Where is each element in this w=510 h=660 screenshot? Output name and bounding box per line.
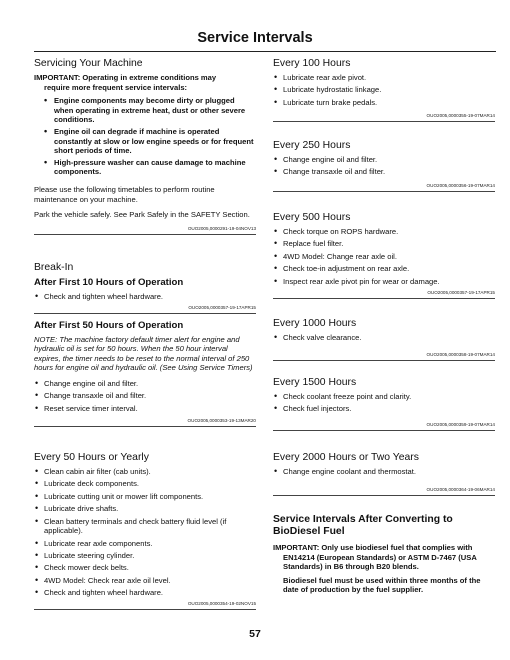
section-divider (273, 298, 495, 299)
list-item: • Check torque on ROPS hardware. (273, 227, 495, 237)
list-item: • Lubricate drive shafts. (34, 504, 256, 514)
first10-heading: After First 10 Hours of Operation (34, 277, 184, 288)
every2000-list (273, 467, 495, 477)
every500-section (273, 212, 495, 299)
servicing-important-line1: IMPORTANT: Operating in extreme conditions may (34, 73, 217, 82)
every1500-list (273, 392, 495, 414)
every1000-list (273, 333, 495, 343)
reference-code: OUO2005,0000356-19-07MAR14 (426, 182, 495, 188)
list-item: • Clean cabin air filter (cab units). (34, 467, 256, 477)
reference-code: OUO2005,0000353-19-13MAR20 (187, 418, 256, 424)
every2000-section (273, 452, 495, 496)
every100-section (273, 58, 495, 122)
biodiesel-heading-line1: Service Intervals After Converting to (273, 514, 453, 525)
section-divider (34, 234, 256, 235)
reference-code: OUO2005,0000358-19-07MAR14 (426, 351, 495, 357)
list-item: • Change engine coolant and thermostat. (273, 467, 495, 477)
list-item: • High-pressure washer can cause damage to machine components. (34, 158, 256, 177)
biodiesel-important: IMPORTANT: Only use biodiesel fuel that complies with EN14214 (European Standards) or ASTM D-7467 (USA Standards) in B6 through B20 blends. (273, 543, 477, 572)
servicing-important-line2: require more frequent service intervals: (44, 82, 188, 92)
list-item: • Check mower deck belts. (34, 563, 256, 573)
every1000-section (273, 318, 495, 361)
reference-code: OUO2005,0000364-19-06MAR14 (426, 486, 495, 492)
list-item: • 4WD Model: Check rear axle oil level. (34, 576, 256, 586)
list-item: • Lubricate rear axle pivot. (273, 73, 495, 83)
list-item: • Check fuel injectors. (273, 404, 495, 414)
section-divider (273, 121, 495, 122)
section-divider (273, 495, 495, 496)
section-divider (273, 360, 495, 361)
breakin-section (34, 262, 256, 427)
list-item: • Replace fuel filter. (273, 239, 495, 249)
list-item: • Lubricate steering cylinder. (34, 551, 256, 561)
list-item: • Change engine oil and filter. (34, 379, 256, 389)
list-item: • Check valve clearance. (273, 333, 495, 343)
list-item: • Clean battery terminals and check battery fluid level (if applicable). (34, 517, 256, 536)
biodiesel-heading-line2: BioDiesel Fuel (273, 526, 345, 537)
first50-heading: After First 50 Hours of Operation (34, 319, 184, 331)
every250-list (273, 155, 495, 177)
every100-heading: Every 100 Hours (273, 58, 351, 69)
section-divider (273, 191, 495, 192)
section-divider (34, 313, 256, 314)
reference-code: OUO2005,0000357-19-17APR15 (427, 290, 495, 296)
list-item: • Engine oil can degrade if machine is operated constantly at slow or low engine speeds or for frequent short periods of time. (34, 127, 256, 156)
list-item: • Change engine oil and filter. (273, 155, 495, 165)
list-item: • Lubricate cutting unit or mower lift components. (34, 492, 256, 502)
first50-list (34, 379, 256, 413)
list-item: • Change transaxle oil and filter. (34, 391, 256, 401)
servicing-paragraph-2: Park the vehicle safely. See Park Safely in the SAFETY Section. (34, 210, 250, 220)
servicing-section (34, 58, 256, 235)
section-divider (273, 430, 495, 431)
list-item: • Reset service timer interval. (34, 404, 256, 414)
every500-heading: Every 500 Hours (273, 212, 351, 223)
list-item: • Lubricate turn brake pedals. (273, 98, 495, 108)
every2000-heading: Every 2000 Hours or Two Years (273, 452, 419, 463)
list-item: • Change transaxle oil and filter. (273, 167, 495, 177)
every250-heading: Every 250 Hours (273, 140, 351, 151)
servicing-paragraph-1: Please use the following timetables to perform routine maintenance on your machine. (34, 184, 215, 204)
list-item: • 4WD Model: Change rear axle oil. (273, 252, 495, 262)
biodiesel-paragraph: Biodiesel fuel must be used within three months of the date of production by the fuel supplier. (283, 575, 481, 595)
title-rule (34, 51, 496, 52)
reference-code: OUO2005,0000354-19-02NOV15 (187, 600, 256, 606)
reference-code: OUO2005,0000291-19-04NOV13 (187, 225, 256, 231)
every1500-heading: Every 1500 Hours (273, 377, 357, 388)
list-item: • Engine components may become dirty or plugged when operating in extreme heat, dust or other severe conditions. (34, 96, 256, 125)
every1500-section (273, 377, 495, 431)
list-item: • Check coolant freeze point and clarity. (273, 392, 495, 402)
reference-code: OUO2005,0000359-19-07MAR14 (426, 421, 495, 427)
list-item: • Inspect rear axle pivot pin for wear or damage. (273, 277, 495, 287)
biodiesel-section (273, 514, 495, 599)
list-item: • Check toe-in adjustment on rear axle. (273, 264, 495, 274)
servicing-list (34, 96, 256, 177)
servicing-important (34, 73, 256, 92)
list-item: • Check and tighten wheel hardware. (34, 588, 256, 598)
every500-list (273, 227, 495, 286)
every50-heading: Every 50 Hours or Yearly (34, 452, 149, 463)
section-divider (34, 609, 256, 610)
list-item: • Lubricate rear axle components. (34, 539, 256, 549)
note-text: NOTE: The machine factory default timer alert for engine and hydraulic oil is set for 50 hours. When the 50 hour interval expires, the timer needs to be reset to the normal interval of 250 hours for engine oil and hydraulic oil. (See Using Service Timers) (34, 334, 253, 373)
list-item: • Lubricate deck components. (34, 479, 256, 489)
servicing-heading: Servicing Your Machine (34, 58, 143, 69)
every1000-heading: Every 1000 Hours (273, 318, 357, 329)
first10-list (34, 292, 256, 302)
every50-list (34, 467, 256, 598)
every100-list (273, 73, 495, 107)
page-number: 57 (249, 628, 261, 640)
page-title: Service Intervals (197, 30, 313, 46)
list-item: • Lubricate hydrostatic linkage. (273, 85, 495, 95)
reference-code: OUO2005,0000355-19-07MAR14 (426, 113, 495, 119)
every50-section (34, 452, 256, 610)
every250-section (273, 140, 495, 192)
breakin-heading: Break-In (34, 262, 74, 273)
list-item: • Check and tighten wheel hardware. (34, 292, 256, 302)
section-divider (34, 426, 256, 427)
reference-code: OUO2005,0000357-19-17APR15 (188, 304, 256, 310)
